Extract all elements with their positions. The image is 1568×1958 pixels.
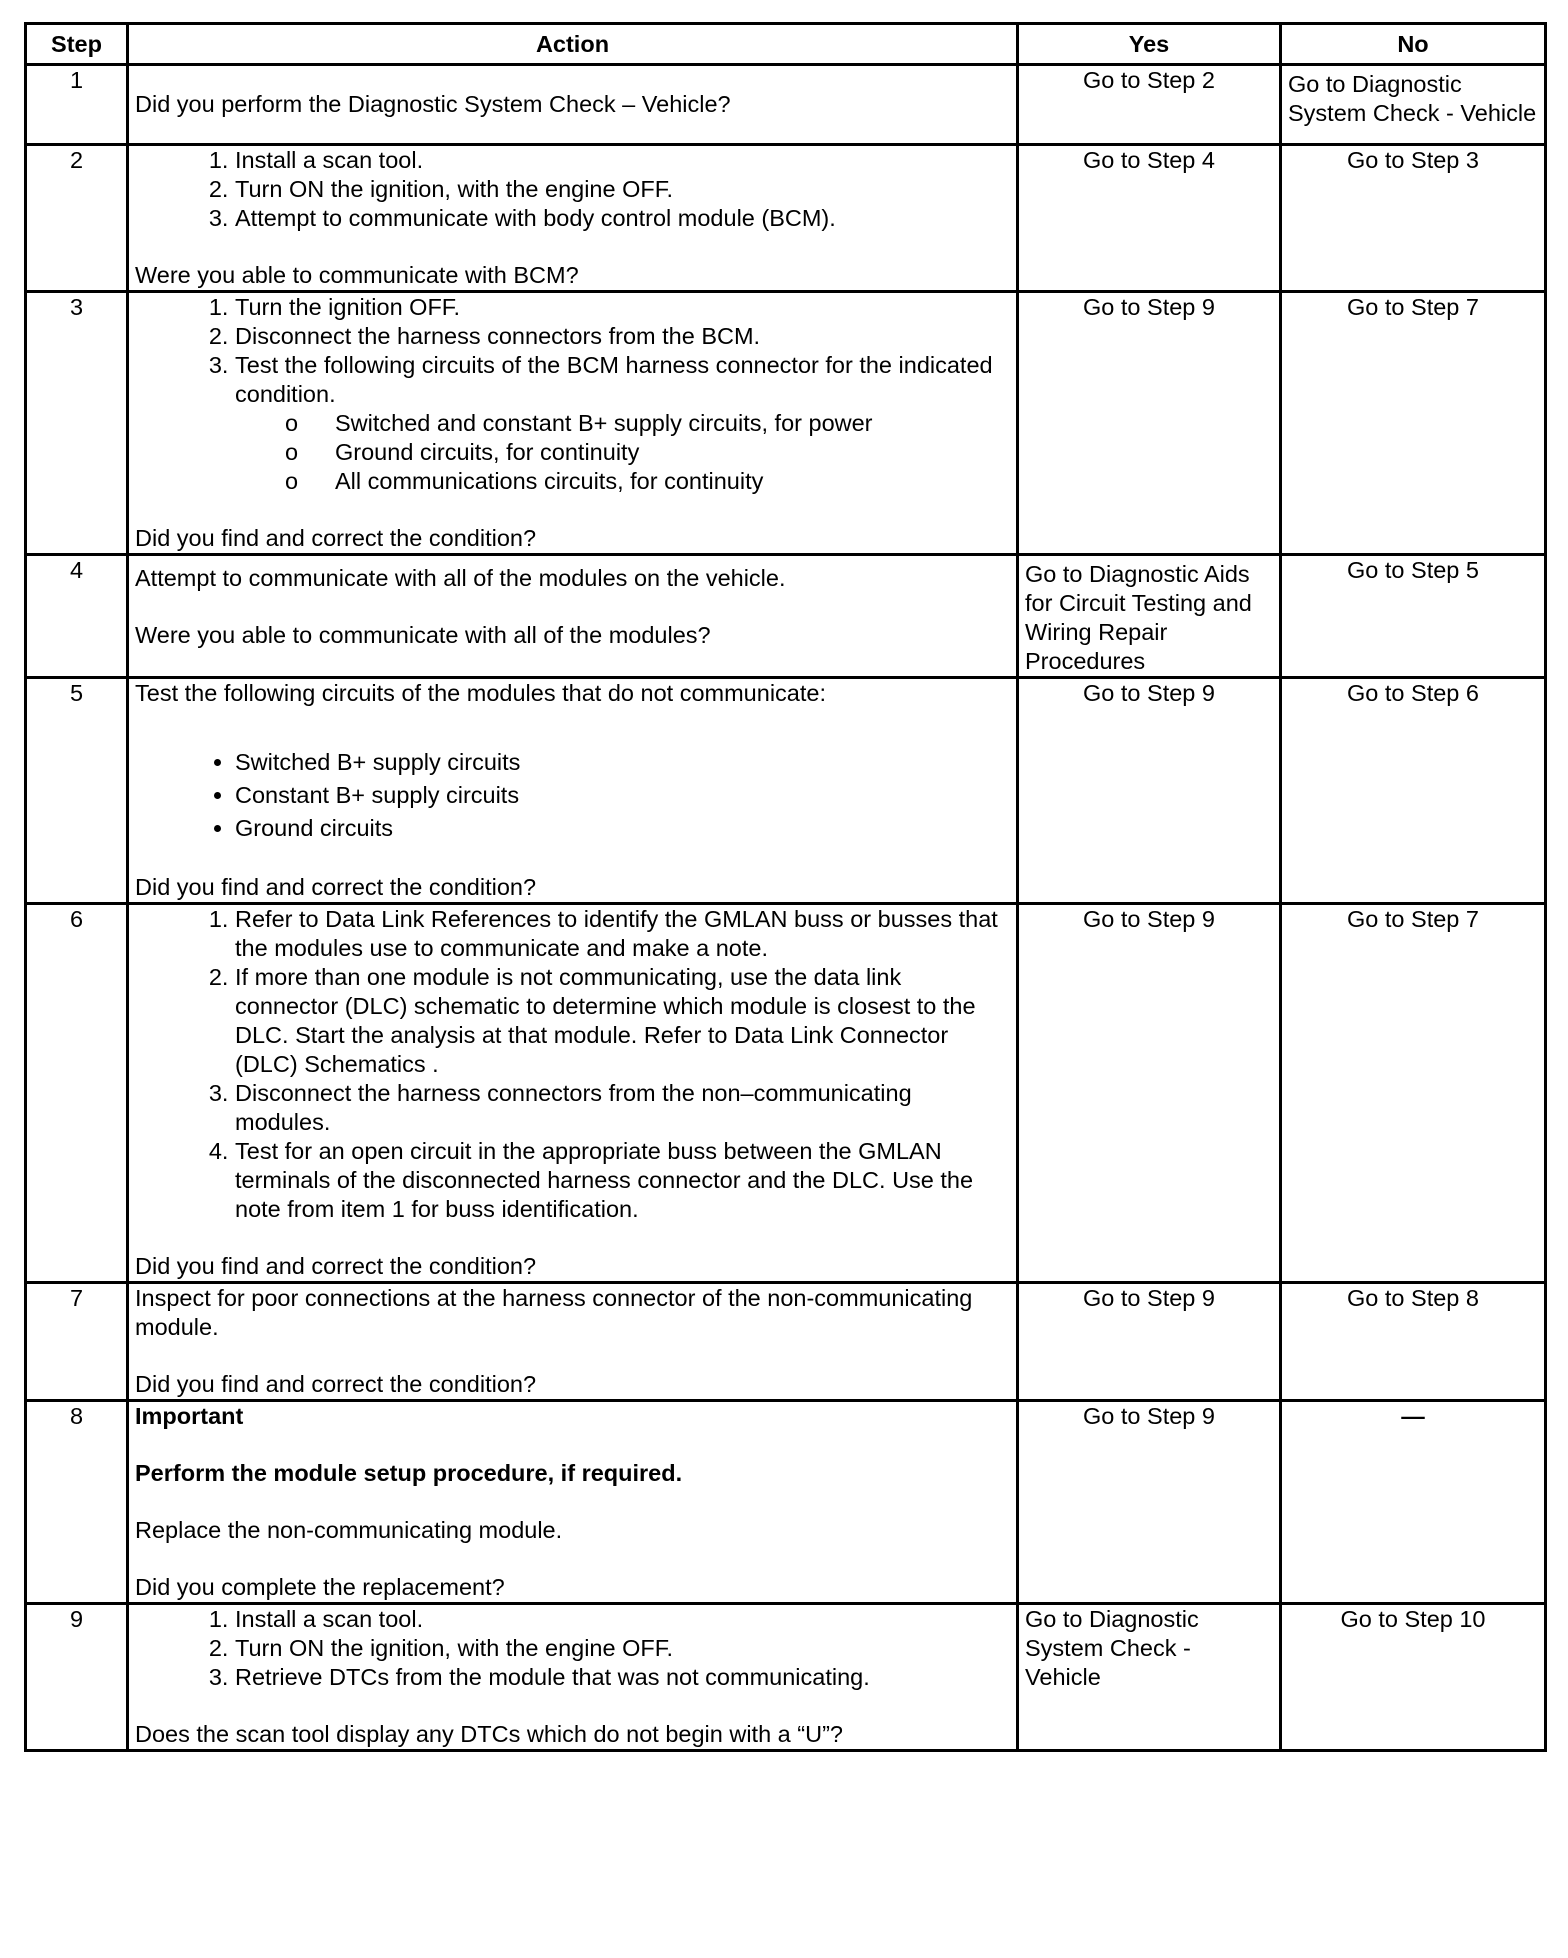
step-number: 4 — [26, 555, 128, 678]
action-cell — [128, 145, 1018, 292]
sub-list-item: o Switched and constant B+ supply circuits, for power — [285, 410, 873, 436]
diagnostic-table — [24, 22, 1547, 1752]
list-item: 2. Disconnect the harness connectors from the BCM. — [235, 322, 1010, 351]
list-item: 2. Turn ON the ignition, with the engine OFF. — [235, 175, 1010, 204]
no-cell: Go to Step 3 — [1281, 145, 1546, 292]
list-item: 1. Turn the ignition OFF. — [235, 293, 1010, 322]
list-item: 2. If more than one module is not communicating, use the data link connector (DLC) schematic to determine which module is closest to the DLC. Start the analysis at that module. Refer to Data Link Connector (DLC) Schematics . — [235, 963, 1010, 1079]
yes-cell: Go to Diagnostic System Check - Vehicle — [1018, 1604, 1281, 1751]
circle-bullet-icon: o — [285, 410, 299, 436]
question-text: Did you find and correct the condition? — [135, 525, 537, 551]
question-text: Does the scan tool display any DTCs which do not begin with a “U”? — [135, 1721, 843, 1747]
table-row-step-8 — [26, 1401, 1546, 1604]
important-note: Perform the module setup procedure, if required. — [135, 1460, 683, 1486]
list-item: 1. Install a scan tool. — [235, 1605, 1010, 1634]
sub-list — [235, 409, 1010, 496]
no-cell: Go to Step 5 — [1281, 555, 1546, 678]
question-text: Did you find and correct the condition? — [135, 1253, 537, 1279]
step-number: 7 — [26, 1283, 128, 1401]
action-cell — [128, 1401, 1018, 1604]
header-no: No — [1281, 24, 1546, 65]
question-text: Did you complete the replacement? — [135, 1574, 505, 1600]
table-row-step-3 — [26, 292, 1546, 555]
list-item: • Switched B+ supply circuits — [235, 746, 1010, 779]
action-steps-list — [135, 146, 1010, 233]
yes-cell: Go to Step 9 — [1018, 904, 1281, 1283]
important-label: Important — [135, 1403, 244, 1429]
circle-bullet-icon: o — [285, 468, 299, 494]
yes-cell: Go to Step 9 — [1018, 1401, 1281, 1604]
action-cell — [128, 292, 1018, 555]
sub-list-item: o All communications circuits, for continuity — [285, 468, 764, 494]
list-item: 1. Install a scan tool. — [235, 146, 1010, 175]
header-row — [26, 24, 1546, 65]
table-row-step-2 — [26, 145, 1546, 292]
no-cell: Go to Step 8 — [1281, 1283, 1546, 1401]
question-text: Were you able to communicate with BCM? — [135, 262, 579, 288]
action-text: Did you perform the Diagnostic System Check – Vehicle? — [135, 91, 731, 117]
table-row-step-4 — [26, 555, 1546, 678]
action-steps-list — [135, 293, 1010, 496]
action-steps-list — [135, 905, 1010, 1224]
question-text: Did you find and correct the condition? — [135, 1371, 537, 1397]
action-cell — [128, 904, 1018, 1283]
list-item — [235, 351, 1010, 496]
list-item: 3. Retrieve DTCs from the module that was not communicating. — [235, 1663, 1010, 1692]
list-item: 2. Turn ON the ignition, with the engine OFF. — [235, 1634, 1010, 1663]
action-text: Attempt to communicate with all of the modules on the vehicle. — [135, 565, 786, 591]
list-item: 3. Disconnect the harness connectors from the non–communicating modules. — [235, 1079, 1010, 1137]
no-cell: Go to Step 6 — [1281, 678, 1546, 904]
action-cell — [128, 1283, 1018, 1401]
step-number: 8 — [26, 1401, 128, 1604]
table-row-step-7 — [26, 1283, 1546, 1401]
yes-cell: Go to Step 9 — [1018, 678, 1281, 904]
yes-cell: Go to Step 9 — [1018, 1283, 1281, 1401]
yes-cell: Go to Diagnostic Aids for Circuit Testing and Wiring Repair Procedures — [1018, 555, 1281, 678]
table-row-step-9 — [26, 1604, 1546, 1751]
yes-cell: Go to Step 4 — [1018, 145, 1281, 292]
list-item: 3. Attempt to communicate with body control module (BCM). — [235, 204, 1010, 233]
step-number: 5 — [26, 678, 128, 904]
header-action: Action — [128, 24, 1018, 65]
list-item: 1. Refer to Data Link References to identify the GMLAN buss or busses that the modules use to communicate and make a note. — [235, 905, 1010, 963]
table-row-step-5 — [26, 678, 1546, 904]
question-text: Were you able to communicate with all of the modules? — [135, 622, 711, 648]
bullet-list — [135, 746, 1010, 845]
no-cell: — — [1281, 1401, 1546, 1604]
yes-cell: Go to Step 9 — [1018, 292, 1281, 555]
question-text: Did you find and correct the condition? — [135, 874, 537, 900]
header-yes: Yes — [1018, 24, 1281, 65]
action-steps-list — [135, 1605, 1010, 1692]
header-step: Step — [26, 24, 128, 65]
step-number: 2 — [26, 145, 128, 292]
step-number: 6 — [26, 904, 128, 1283]
action-text: Replace the non-communicating module. — [135, 1517, 563, 1543]
yes-cell: Go to Step 2 — [1018, 65, 1281, 145]
action-cell — [128, 65, 1018, 145]
table-row-step-6 — [26, 904, 1546, 1283]
list-item: 4. Test for an open circuit in the appropriate buss between the GMLAN terminals of the disconnected harness connector and the DLC. Use the note from item 1 for buss identification. — [235, 1137, 1010, 1224]
no-cell: Go to Step 7 — [1281, 292, 1546, 555]
list-item: • Constant B+ supply circuits — [235, 779, 1010, 812]
circle-bullet-icon: o — [285, 439, 299, 465]
step-number: 1 — [26, 65, 128, 145]
action-cell — [128, 555, 1018, 678]
action-text: Test the following circuits of the modules that do not communicate: — [135, 680, 826, 706]
sub-list-item: o Ground circuits, for continuity — [285, 439, 640, 465]
no-cell: Go to Step 10 — [1281, 1604, 1546, 1751]
table-row-step-1 — [26, 65, 1546, 145]
no-cell: Go to Step 7 — [1281, 904, 1546, 1283]
step-number: 3 — [26, 292, 128, 555]
list-item: • Ground circuits — [235, 812, 1010, 845]
action-cell — [128, 678, 1018, 904]
step-number: 9 — [26, 1604, 128, 1751]
list-item-text: Test the following circuits of the BCM harness connector for the indicated condition. — [235, 352, 993, 407]
no-cell: Go to Diagnostic System Check - Vehicle — [1281, 65, 1546, 145]
action-cell — [128, 1604, 1018, 1751]
action-text: Inspect for poor connections at the harness connector of the non-communicating module. — [135, 1285, 973, 1340]
